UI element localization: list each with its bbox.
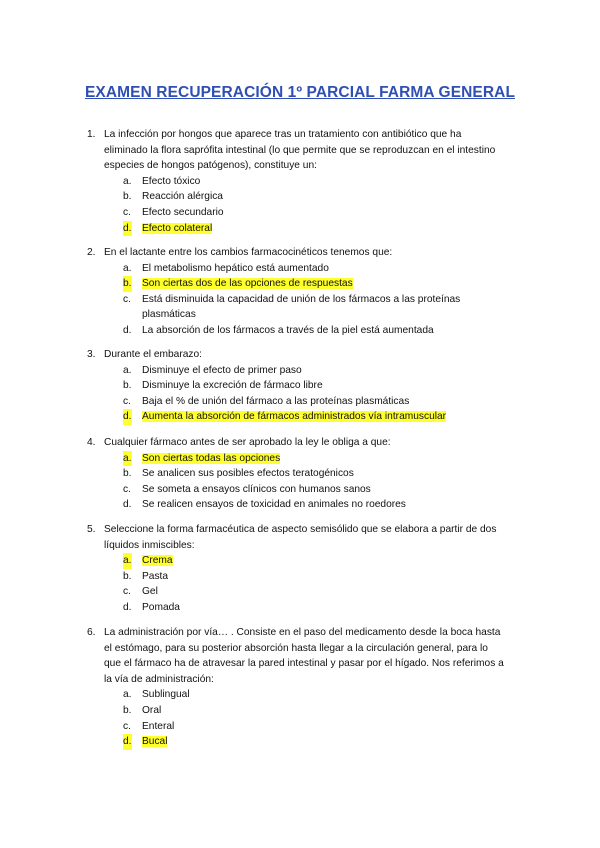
option-text: La absorción de los fármacos a través de la piel está aumentada [142,324,434,336]
option-text: Sublingual [142,689,190,701]
option-letter: b. [123,704,132,716]
option-text: Enteral [142,720,175,732]
option-text: Disminuye el efecto de primer paso [142,364,302,376]
option-text: Disminuye la excreción de fármaco libre [142,380,323,392]
option-letter: a. [123,553,132,569]
option-a [104,174,504,190]
question-number: 1. [87,129,96,140]
option-letter: b. [123,276,132,292]
option-text: Gel [142,586,158,598]
option-text: El metabolismo hepático está aumentado [142,262,329,274]
option-letter: c. [123,483,131,495]
question-1 [87,127,504,236]
question-number: 2. [87,247,96,258]
option-letter: d. [123,499,132,511]
option-text: Baja el % de unión del fármaco a las proteínas plasmáticas [142,395,410,407]
option-letter: d. [123,601,132,613]
options-list [104,451,504,513]
option-letter: d. [123,221,132,237]
option-letter: d. [123,324,132,336]
option-b [104,378,504,394]
question-number: 4. [87,437,96,448]
option-text: Oral [142,704,162,716]
option-text: Se someta a ensayos clínicos con humanos sanos [142,483,371,495]
option-text: Se realicen ensayos de toxicidad en animales no roedores [142,499,406,511]
question-stem: La administración por vía… . Consiste en el paso del medicamento desde la boca hasta el estómago, para su posterior absorción hasta llegar a la circulación general, para lo que el fármaco ha de atravesar la pared intestinal y pasar por el hígado. Nos referimos a la vía de administración: [104,627,504,685]
option-b [104,569,504,585]
option-text-highlighted: Son ciertas dos de las opciones de respuestas [142,278,353,290]
question-3 [87,347,504,425]
option-d [104,600,504,616]
option-text: Se analicen sus posibles efectos teratogénicos [142,468,354,480]
option-text-highlighted: Crema [142,555,173,567]
question-number: 6. [87,627,96,638]
option-text-highlighted: Efecto colateral [142,222,213,234]
option-letter: b. [123,380,132,392]
option-text-highlighted: Aumenta la absorción de fármacos administrados vía intramuscular [142,411,447,423]
question-number: 5. [87,524,96,535]
option-b-correct [104,276,504,292]
option-text-highlighted: Son ciertas todas las opciones [142,452,281,464]
option-d [104,497,504,513]
option-d [104,323,504,339]
option-letter: c. [123,720,131,732]
option-text: Reacción alérgica [142,191,223,203]
option-b [104,189,504,205]
option-text-highlighted: Bucal [142,736,168,748]
option-letter: c. [123,293,131,305]
option-b [104,466,504,482]
option-a [104,261,504,277]
option-letter: d. [123,409,132,425]
option-a [104,363,504,379]
option-c [104,584,504,600]
question-5 [87,522,504,616]
option-text: Efecto secundario [142,206,224,218]
question-stem: En el lactante entre los cambios farmacocinéticos tenemos que: [104,247,393,258]
question-2 [87,245,504,339]
option-letter: b. [123,570,132,582]
question-4 [87,435,504,513]
option-letter: a. [123,175,132,187]
question-number: 3. [87,349,96,360]
option-letter: c. [123,395,131,407]
option-c [104,719,504,735]
options-list [104,687,504,749]
option-a-correct [104,451,504,467]
question-stem: Seleccione la forma farmacéutica de aspecto semisólido que se elabora a partir de dos líquidos inmiscibles: [104,524,497,551]
options-list [104,174,504,236]
option-letter: a. [123,262,132,274]
question-6 [87,625,504,750]
option-a-correct [104,553,504,569]
options-list [104,553,504,615]
option-text: Pomada [142,601,180,613]
option-letter: a. [123,451,132,467]
option-text: Pasta [142,570,169,582]
option-b [104,703,504,719]
option-letter: c. [123,586,131,598]
question-stem: La infección por hongos que aparece tras un tratamiento con antibiótico que ha eliminado la flora saprófita intestinal (lo que permite que se reproduzcan en el intestino especies de hongos patógenos), constituye un: [104,129,496,172]
option-c [104,292,504,323]
option-c [104,205,504,221]
question-stem: Durante el embarazo: [104,349,202,360]
question-stem: Cualquier fármaco antes de ser aprobado la ley le obliga a que: [104,437,391,448]
option-letter: a. [123,364,132,376]
option-letter: a. [123,689,132,701]
option-d-correct [104,409,504,425]
exam-title: EXAMEN RECUPERACIÓN 1º PARCIAL FARMA GENERAL [84,84,516,101]
option-c [104,394,504,410]
option-letter: b. [123,468,132,480]
option-text: Está disminuida la capacidad de unión de los fármacos a las proteínas plasmáticas [142,293,461,321]
option-text: Efecto tóxico [142,175,201,187]
option-letter: d. [123,734,132,750]
option-c [104,482,504,498]
option-letter: c. [123,206,131,218]
option-a [104,687,504,703]
options-list [104,261,504,339]
option-d-correct [104,734,504,750]
options-list [104,363,504,425]
option-d-correct [104,221,504,237]
option-letter: b. [123,191,132,203]
